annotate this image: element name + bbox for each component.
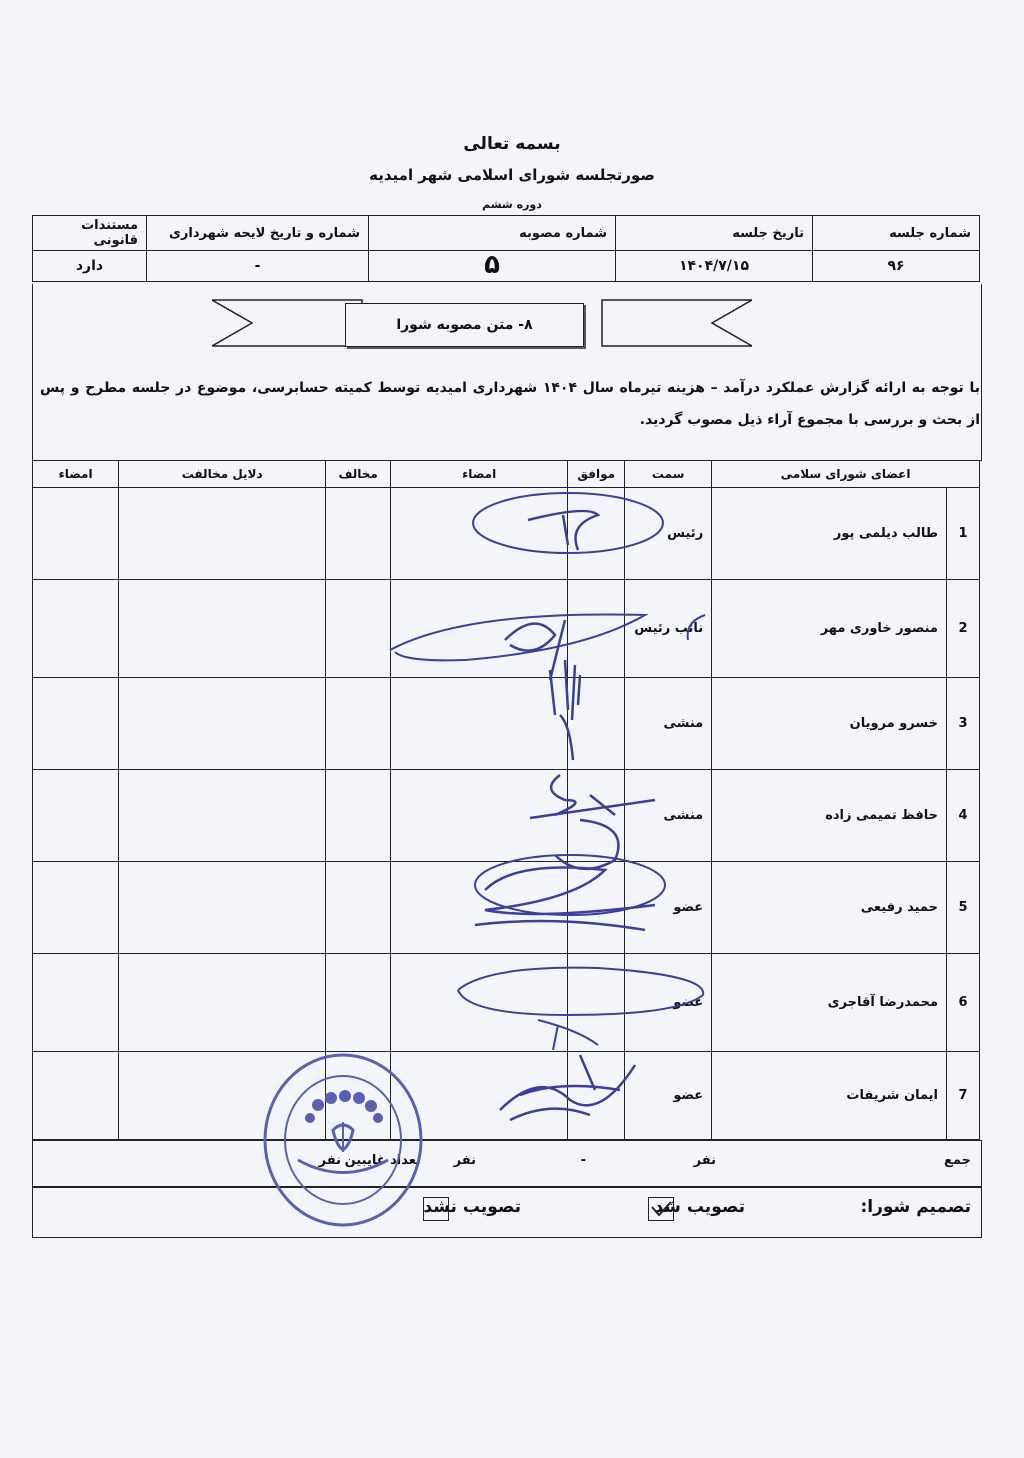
members-vote-table [32, 460, 980, 1140]
header-signature-2: امضاء [33, 461, 119, 488]
member-name: خسرو مرویان [712, 678, 947, 770]
row-number: 5 [947, 862, 980, 954]
table-row [33, 580, 980, 678]
table-row [33, 862, 980, 954]
member-name: حافظ تمیمی زاده [712, 770, 947, 862]
header-bill-number-date: شماره و تاریخ لایحه شهرداری [147, 216, 369, 251]
page-title: صورتجلسه شورای اسلامی شهر امیدیه [369, 166, 655, 184]
approved-label: تصویب شد [654, 1197, 745, 1217]
member-name: ایمان شریفات [712, 1052, 947, 1140]
header-session-number: شماره جلسه [813, 216, 980, 251]
period-label: دوره ششم [482, 198, 542, 211]
member-role: عضو [625, 954, 712, 1052]
header-against: مخالف [326, 461, 391, 488]
session-date-value: ۱۴۰۴/۷/۱۵ [616, 251, 813, 282]
besm-heading: بسمه تعالی [463, 134, 561, 154]
legal-documents-value: دارد [33, 251, 147, 282]
resolution-text: با توجه به ارائه گزارش عملکرد درآمد – هزینه تیرماه سال ۱۴۰۴ شهرداری امیدیه توسط کمیته حسابرسی، موضوع در جلسه مطرح و پس از بحث و بررسی با مجموع آراء ذیل مصوب گردید. [40, 380, 980, 428]
member-role: منشی [625, 770, 712, 862]
row-number: 1 [947, 488, 980, 580]
session-number-value: ۹۶ [813, 251, 980, 282]
approved-checkbox[interactable] [648, 1197, 674, 1221]
header-position: سمت [625, 461, 712, 488]
session-info-table [32, 215, 980, 282]
row-number: 7 [947, 1052, 980, 1140]
summary-label: جمع [944, 1153, 971, 1168]
summary-row [32, 1140, 982, 1188]
row-number: 3 [947, 678, 980, 770]
decision-label: تصمیم شورا: [860, 1197, 971, 1217]
summary-against-unit: نفر [453, 1153, 476, 1168]
check-mark-icon [649, 1198, 673, 1220]
table-row [33, 678, 980, 770]
header-legal-documents: مستندات قانونی [33, 216, 147, 251]
table-row [33, 488, 980, 580]
summary-absent-unit: نفر [318, 1153, 341, 1168]
members-header-row [33, 461, 980, 488]
row-number: 2 [947, 580, 980, 678]
member-name: حمید رفیعی [712, 862, 947, 954]
header-signature: امضاء [391, 461, 568, 488]
header-resolution-number: شماره مصوبه [369, 216, 616, 251]
member-name: منصور خاوری مهر [712, 580, 947, 678]
member-role: منشی [625, 678, 712, 770]
rejected-label: تصویب نشد [423, 1197, 521, 1217]
resolution-title: ۸- متن مصوبه شورا [345, 303, 584, 347]
member-role: عضو [625, 1052, 712, 1140]
member-role: عضو [625, 862, 712, 954]
row-number: 6 [947, 954, 980, 1052]
session-info-value-row [33, 251, 980, 282]
rejected-checkbox[interactable] [423, 1197, 449, 1221]
summary-absent-label: تعداد غایبین [344, 1153, 421, 1168]
member-role: رئیس [625, 488, 712, 580]
summary-favor-unit: نفر [693, 1153, 716, 1168]
decision-row [32, 1186, 982, 1238]
session-info-header-row [33, 216, 980, 251]
member-name: طالب دیلمی پور [712, 488, 947, 580]
table-row [33, 954, 980, 1052]
table-row [33, 770, 980, 862]
row-number: 4 [947, 770, 980, 862]
member-name: محمدرضا آقاجری [712, 954, 947, 1052]
resolution-number-value: ۵ [484, 250, 500, 280]
summary-against-value: - [580, 1153, 586, 1168]
bill-number-value: - [147, 251, 369, 282]
member-role: نائب رئیس [625, 580, 712, 678]
header-session-date: تاریخ جلسه [616, 216, 813, 251]
header-objection-reasons: دلایل مخالفت [119, 461, 326, 488]
table-row [33, 1052, 980, 1140]
header-members: اعضای شورای سلامی [712, 461, 980, 488]
header-in-favor: موافق [568, 461, 625, 488]
